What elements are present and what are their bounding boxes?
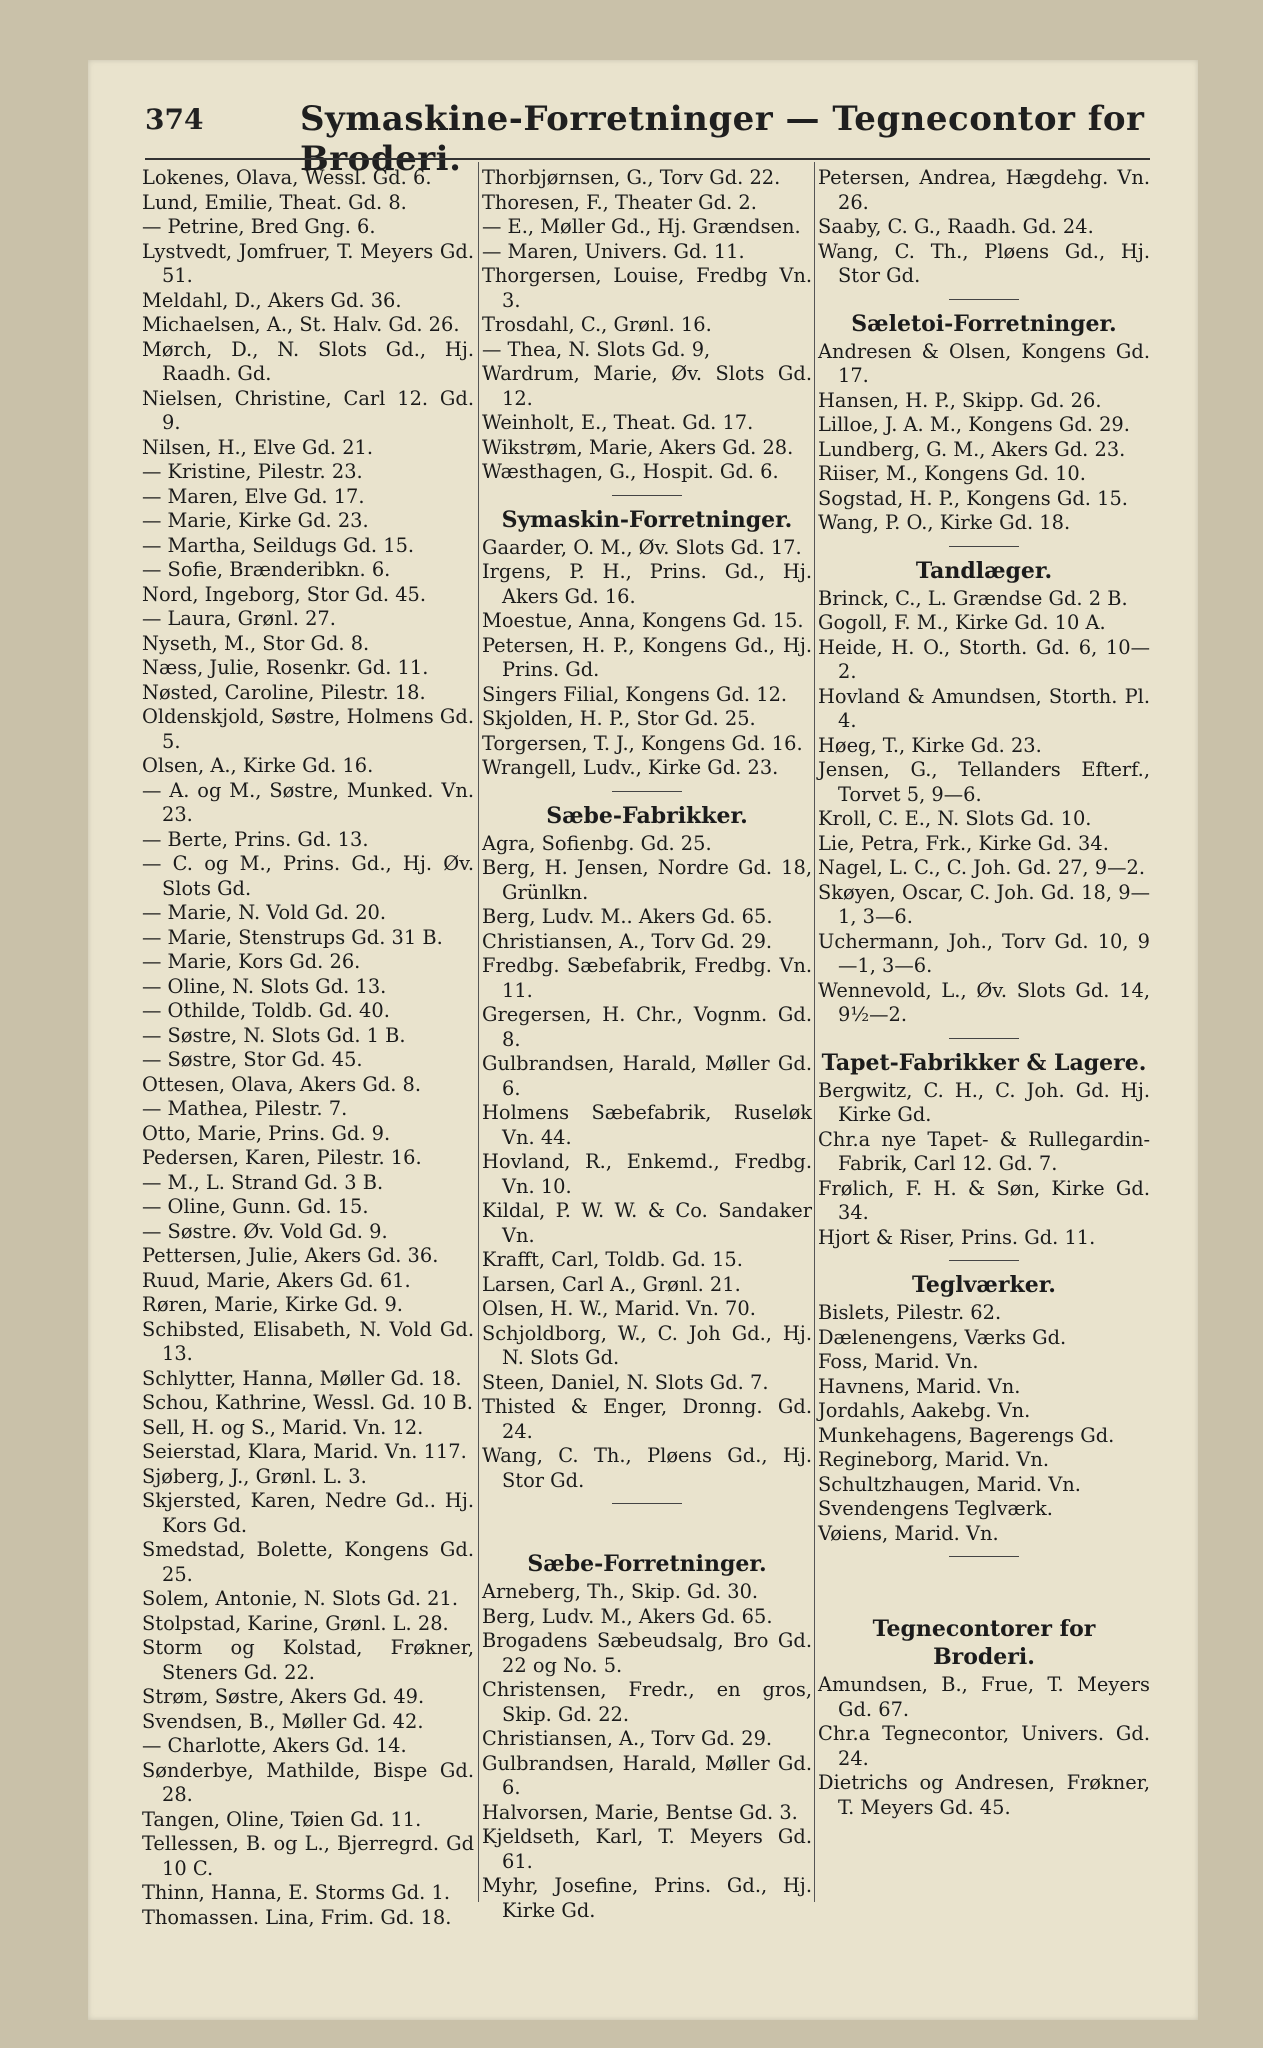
directory-entry: Berg, Ludv. M.. Akers Gd. 65.: [482, 905, 773, 928]
directory-entry: — Laura, Grønl. 27.: [142, 607, 336, 630]
section-heading-saeletoi: Sæletoi-Forretninger.: [851, 310, 1117, 337]
directory-entry: — Berte, Prins. Gd. 13.: [142, 827, 369, 851]
entry-list: [482, 166, 812, 485]
directory-entry: Lund, Emilie, Theat. Gd. 8.: [142, 190, 407, 214]
directory-entry: Larsen, Carl A., Grønl. 21.: [482, 1272, 741, 1296]
directory-entry: Krafft, Carl, Toldb. Gd. 15.: [482, 1248, 743, 1271]
entry-list: [142, 166, 474, 1930]
directory-entry: Kroll, C. E., N. Slots Gd. 10.: [818, 807, 1092, 830]
column-1: [142, 166, 474, 1929]
entry-list: [482, 832, 812, 1494]
directory-entry: Bergwitz, C. H., C. Joh. Gd. Hj. Kirke Gd.: [818, 1078, 1150, 1126]
section-separator: [949, 1556, 1019, 1557]
directory-entry: Wang, C. Th., Pløens Gd., Hj. Stor Gd.: [482, 1444, 812, 1492]
directory-entry: Sogstad, H. P., Kongens Gd. 15.: [818, 486, 1128, 510]
directory-entry: Brogadens Sæbeudsalg, Bro Gd. 22 og No. 5.: [482, 1629, 812, 1677]
directory-entry: Pettersen, Julie, Akers Gd. 36.: [142, 1244, 439, 1267]
directory-entry: Halvorsen, Marie, Bentse Gd. 3.: [482, 1800, 798, 1824]
directory-entry: Dietrichs og Andresen, Frøkner, T. Meyers Gd. 45.: [818, 1771, 1150, 1819]
directory-entry: — Thea, N. Slots Gd. 9,: [482, 337, 711, 361]
directory-entry: Gulbrandsen, Harald, Møller Gd. 6.: [482, 1052, 812, 1100]
directory-entry: Chr.a nye Tapet- & Rullegardin-Fabrik, Carl 12. Gd. 7.: [818, 1127, 1150, 1175]
directory-entry: Mørch, D., N. Slots Gd., Hj. Raadh. Gd.: [142, 337, 474, 385]
directory-entry: Petersen, Andrea, Hægdehg. Vn. 26.: [818, 166, 1150, 214]
directory-entry: Chr.a Tegnecontor, Univers. Gd. 24.: [818, 1722, 1150, 1770]
directory-entry: Fredbg. Sæbefabrik, Fredbg. Vn. 11.: [482, 954, 812, 1002]
section-heading-symaskin: Symaskin-Forretninger.: [501, 506, 793, 533]
directory-entry: Lystvedt, Jomfruer, T. Meyers Gd. 51.: [142, 239, 474, 287]
directory-entry: Sjøberg, J., Grønl. L. 3.: [142, 1464, 367, 1488]
directory-entry: Kjeldseth, Karl, T. Meyers Gd. 61.: [482, 1825, 812, 1873]
directory-entry: — Marie, Kors Gd. 26.: [142, 950, 361, 973]
directory-entry: — Kristine, Pilestr. 23.: [142, 460, 363, 483]
directory-entry: Petersen, H. P., Kongens Gd., Hj. Prins. Gd.: [482, 633, 812, 681]
directory-entry: Munkehagens, Bagerengs Gd.: [818, 1423, 1115, 1447]
directory-entry: Vøiens, Marid. Vn.: [818, 1521, 999, 1545]
directory-entry: — Mathea, Pilestr. 7.: [142, 1097, 348, 1120]
section-heading-tandlaeger: Tandlæger.: [915, 557, 1053, 584]
page-number: 374: [145, 103, 204, 136]
directory-entry: Torgersen, T. J., Kongens Gd. 16.: [482, 731, 803, 755]
directory-entry: Oldenskjold, Søstre, Holmens Gd. 5.: [142, 705, 474, 753]
directory-entry: Schlytter, Hanna, Møller Gd. 18.: [142, 1366, 462, 1390]
directory-entry: Sønderbye, Mathilde, Bispe Gd. 28.: [142, 1758, 474, 1806]
entry-list: [818, 340, 1150, 536]
directory-entry: Wang, C. Th., Pløens Gd., Hj. Stor Gd.: [818, 239, 1150, 287]
directory-entry: Gaarder, O. M., Øv. Slots Gd. 17.: [482, 535, 802, 559]
directory-entry: Irgens, P. H., Prins. Gd., Hj. Akers Gd. 16.: [482, 560, 812, 608]
directory-entry: — M., L. Strand Gd. 3 B.: [142, 1170, 384, 1194]
directory-entry: Thorbjørnsen, G., Torv Gd. 22.: [482, 166, 781, 189]
directory-entry: Wæsthagen, G., Hospit. Gd. 6.: [482, 460, 779, 483]
directory-entry: Olsen, A., Kirke Gd. 16.: [142, 754, 374, 777]
directory-entry: Schou, Kathrine, Wessl. Gd. 10 B.: [142, 1391, 473, 1414]
directory-entry: — C. og M., Prins. Gd., Hj. Øv. Slots Gd.: [142, 852, 474, 900]
spacer: [818, 1563, 1150, 1605]
directory-entry: — Marie, Stenstrups Gd. 31 B.: [142, 925, 443, 949]
column-divider-1: [478, 162, 479, 1902]
directory-entry: — Søstre, N. Slots Gd. 1 B.: [142, 1023, 406, 1047]
directory-entry: Strøm, Søstre, Akers Gd. 49.: [142, 1685, 425, 1708]
directory-entry: Smedstad, Bolette, Kongens Gd. 25.: [142, 1538, 474, 1586]
directory-entry: Christensen, Fredr., en gros, Skip. Gd. 22.: [482, 1678, 812, 1726]
directory-entry: Ruud, Marie, Akers Gd. 61.: [142, 1268, 411, 1292]
directory-entry: Ottesen, Olava, Akers Gd. 8.: [142, 1072, 422, 1096]
header-rule: [145, 158, 1150, 160]
directory-entry: Foss, Marid. Vn.: [818, 1350, 979, 1373]
entry-list: [818, 1673, 1150, 1820]
directory-entry: Dælenengens, Værks Gd.: [818, 1325, 1067, 1349]
directory-entry: Skøyen, Oscar, C. Joh. Gd. 18, 9—1, 3—6.: [818, 880, 1150, 928]
directory-entry: Jordahls, Aakebg. Vn.: [818, 1399, 1031, 1422]
directory-entry: — Petrine, Bred Gng. 6.: [142, 215, 376, 238]
directory-entry: Uchermann, Joh., Torv Gd. 10, 9—1, 3—6.: [818, 929, 1150, 977]
section-separator: [612, 1503, 682, 1504]
directory-entry: Gogoll, F. M., Kirke Gd. 10 A.: [818, 611, 1106, 634]
directory-entry: Nielsen, Christine, Carl 12. Gd. 9.: [142, 386, 474, 434]
directory-entry: Høeg, T., Kirke Gd. 23.: [818, 733, 1042, 757]
directory-entry: Jensen, G., Tellanders Efterf., Torvet 5, 9—6.: [818, 758, 1150, 806]
section-separator: [949, 1038, 1019, 1039]
directory-entry: Trosdahl, C., Grønl. 16.: [482, 313, 712, 336]
directory-entry: Stolpstad, Karine, Grønl. L. 28.: [142, 1611, 449, 1635]
directory-entry: Michaelsen, A., St. Halv. Gd. 26.: [142, 313, 460, 336]
directory-entry: Nilsen, H., Elve Gd. 21.: [142, 435, 374, 459]
directory-entry: Wang, P. O., Kirke Gd. 18.: [818, 511, 1071, 534]
directory-entry: Seierstad, Klara, Marid. Vn. 117.: [142, 1440, 467, 1463]
section-separator: [949, 1260, 1019, 1261]
directory-entry: Thorgersen, Louise, Fredbg Vn. 3.: [482, 264, 812, 312]
directory-entry: Thoresen, F., Theater Gd. 2.: [482, 190, 757, 214]
directory-entry: Lokenes, Olava, Wessl. Gd. 6.: [142, 166, 432, 189]
directory-entry: Thomassen. Lina, Frim. Gd. 18.: [142, 1905, 452, 1929]
directory-entry: Nøsted, Caroline, Pilestr. 18.: [142, 680, 426, 704]
directory-entry: Brinck, C., L. Grændse Gd. 2 B.: [818, 586, 1128, 610]
entry-list: [818, 1301, 1150, 1546]
directory-entry: — Oline, Gunn. Gd. 15.: [142, 1195, 369, 1218]
directory-entry: — Marie, Kirke Gd. 23.: [142, 509, 369, 532]
spacer: [482, 1510, 812, 1540]
directory-entry: Svendengens Teglværk.: [818, 1497, 1053, 1520]
directory-entry: — Charlotte, Akers Gd. 14.: [142, 1734, 407, 1757]
directory-entry: Næss, Julie, Rosenkr. Gd. 11.: [142, 656, 429, 679]
directory-entry: — Maren, Elve Gd. 17.: [142, 484, 365, 508]
directory-entry: Hovland, R., Enkemd., Fredbg. Vn. 10.: [482, 1150, 812, 1198]
directory-entry: Wrangell, Ludv., Kirke Gd. 23.: [482, 756, 779, 779]
directory-entry: Lilloe, J. A. M., Kongens Gd. 29.: [818, 413, 1130, 436]
directory-entry: — Othilde, Toldb. Gd. 40.: [142, 999, 390, 1022]
directory-entry: Myhr, Josefine, Prins. Gd., Hj. Kirke Gd.: [482, 1874, 812, 1922]
column-3: [818, 166, 1150, 1886]
directory-entry: Røren, Marie, Kirke Gd. 9.: [142, 1293, 403, 1316]
directory-entry: — Maren, Univers. Gd. 11.: [482, 239, 745, 263]
section-separator: [612, 495, 682, 496]
column-divider-2: [814, 162, 815, 1902]
directory-entry: Gregersen, H. Chr., Vognm. Gd. 8.: [482, 1003, 812, 1051]
entry-list: [482, 1580, 812, 1923]
directory-entry: Wardrum, Marie, Øv. Slots Gd. 12.: [482, 362, 812, 410]
directory-entry: Holmens Sæbefabrik, Ruseløk Vn. 44.: [482, 1101, 812, 1149]
directory-entry: Svendsen, B., Møller Gd. 42.: [142, 1709, 424, 1733]
directory-entry: Moestue, Anna, Kongens Gd. 15.: [482, 609, 804, 632]
directory-entry: Otto, Marie, Prins. Gd. 9.: [142, 1121, 391, 1145]
entry-list: [482, 536, 812, 781]
directory-entry: Agra, Sofienbg. Gd. 25.: [482, 831, 712, 855]
directory-entry: Wikstrøm, Marie, Akers Gd. 28.: [482, 435, 794, 459]
directory-entry: Storm og Kolstad, Frøkner, Steners Gd. 22.: [142, 1636, 474, 1684]
directory-entry: Wennevold, L., Øv. Slots Gd. 14, 9½—2.: [818, 978, 1150, 1026]
directory-entry: Tangen, Oline, Tøien Gd. 11.: [142, 1807, 422, 1831]
directory-entry: Regineborg, Marid. Vn.: [818, 1448, 1050, 1471]
directory-entry: Hansen, H. P., Skipp. Gd. 26.: [818, 388, 1102, 412]
directory-entry: — E., Møller Gd., Hj. Grændsen.: [482, 215, 801, 238]
directory-entry: Andresen & Olsen, Kongens Gd. 17.: [818, 339, 1150, 387]
directory-entry: — Sofie, Brænderibkn. 6.: [142, 558, 391, 581]
directory-entry: Nord, Ingeborg, Stor Gd. 45.: [142, 582, 427, 606]
directory-entry: Nagel, L. C., C. Joh. Gd. 27, 9—2.: [818, 856, 1145, 879]
directory-entry: Amundsen, B., Frue, T. Meyers Gd. 67.: [818, 1673, 1150, 1721]
column-2: [482, 166, 812, 1922]
section-separator: [949, 546, 1019, 547]
section-heading-tegnecontorer: Tegnecontorer for Broderi.: [872, 1616, 1096, 1670]
section-separator: [612, 791, 682, 792]
section-heading-saebe-fabrikker: Sæbe-Fabrikker.: [546, 802, 748, 829]
directory-entry: Singers Filial, Kongens Gd. 12.: [482, 682, 788, 706]
directory-entry: Thinn, Hanna, E. Storms Gd. 1.: [142, 1881, 450, 1904]
directory-entry: — Oline, N. Slots Gd. 13.: [142, 974, 387, 998]
directory-entry: Frølich, F. H. & Søn, Kirke Gd. 34.: [818, 1176, 1150, 1224]
directory-entry: Lie, Petra, Frk., Kirke Gd. 34.: [818, 831, 1109, 855]
directory-entry: Tellessen, B. og L., Bjerregrd. Gd 10 C.: [142, 1832, 474, 1880]
directory-entry: Skjolden, H. P., Stor Gd. 25.: [482, 707, 756, 730]
directory-entry: Heide, H. O., Storth. Gd. 6, 10—2.: [818, 635, 1150, 683]
directory-entry: Saaby, C. G., Raadh. Gd. 24.: [818, 215, 1094, 238]
directory-entry: Berg, Ludv. M., Akers Gd. 65.: [482, 1604, 773, 1628]
directory-entry: Gulbrandsen, Harald, Møller Gd. 6.: [482, 1751, 812, 1799]
directory-entry: Christiansen, A., Torv Gd. 29.: [482, 1727, 773, 1750]
directory-entry: — Martha, Seildugs Gd. 15.: [142, 533, 415, 557]
section-heading-tapet: Tapet-Fabrikker & Lagere.: [821, 1049, 1147, 1076]
entry-list: [818, 166, 1150, 289]
directory-entry: Schibsted, Elisabeth, N. Vold Gd. 13.: [142, 1317, 474, 1365]
directory-entry: Nyseth, M., Stor Gd. 8.: [142, 631, 370, 655]
directory-entry: Schultzhaugen, Marid. Vn.: [818, 1472, 1081, 1496]
directory-entry: Berg, H. Jensen, Nordre Gd. 18, Grünlkn.: [482, 856, 812, 904]
running-title: Symaskine-Forretninger — Tegnecontor for Broderi.: [300, 99, 1145, 179]
directory-entry: Olsen, H. W., Marid. Vn. 70.: [482, 1297, 756, 1320]
directory-entry: — Søstre, Stor Gd. 45.: [142, 1048, 363, 1071]
directory-entry: Hjort & Riser, Prins. Gd. 11.: [818, 1225, 1096, 1249]
directory-entry: Thisted & Enger, Dronng. Gd. 24.: [482, 1395, 812, 1443]
directory-entry: Christiansen, A., Torv Gd. 29.: [482, 929, 773, 953]
directory-entry: Sell, H. og S., Marid. Vn. 12.: [142, 1415, 424, 1439]
directory-entry: — Marie, N. Vold Gd. 20.: [142, 901, 387, 924]
directory-entry: Arneberg, Th., Skip. Gd. 30.: [482, 1580, 759, 1603]
directory-entry: Meldahl, D., Akers Gd. 36.: [142, 288, 402, 312]
directory-entry: Riiser, M., Kongens Gd. 10.: [818, 462, 1086, 485]
directory-entry: Steen, Daniel, N. Slots Gd. 7.: [482, 1370, 769, 1394]
entry-list: [818, 587, 1150, 1028]
section-separator: [949, 299, 1019, 300]
entry-list: [818, 1079, 1150, 1251]
section-heading-saebe-forretninger: Sæbe-Forretninger.: [527, 1551, 767, 1577]
directory-entry: Havnens, Marid. Vn.: [818, 1374, 1021, 1398]
directory-entry: Schjoldborg, W., C. Joh Gd., Hj. N. Slots Gd.: [482, 1321, 812, 1369]
directory-entry: Bislets, Pilestr. 62.: [818, 1301, 1002, 1324]
directory-entry: Solem, Antonie, N. Slots Gd. 21.: [142, 1587, 458, 1610]
directory-entry: Weinholt, E., Theat. Gd. 17.: [482, 411, 754, 434]
directory-entry: Hovland & Amundsen, Storth. Pl. 4.: [818, 684, 1150, 732]
directory-entry: — Søstre. Øv. Vold Gd. 9.: [142, 1219, 388, 1243]
directory-entry: Skjersted, Karen, Nedre Gd.. Hj. Kors Gd.: [142, 1489, 474, 1537]
section-heading-teglvaerker: Teglværker.: [912, 1272, 1056, 1298]
directory-entry: — A. og M., Søstre, Munked. Vn. 23.: [142, 778, 474, 826]
directory-entry: Pedersen, Karen, Pilestr. 16.: [142, 1146, 422, 1169]
directory-entry: Kildal, P. W. W. & Co. Sandaker Vn.: [482, 1199, 812, 1247]
directory-entry: Lundberg, G. M., Akers Gd. 23.: [818, 437, 1126, 461]
